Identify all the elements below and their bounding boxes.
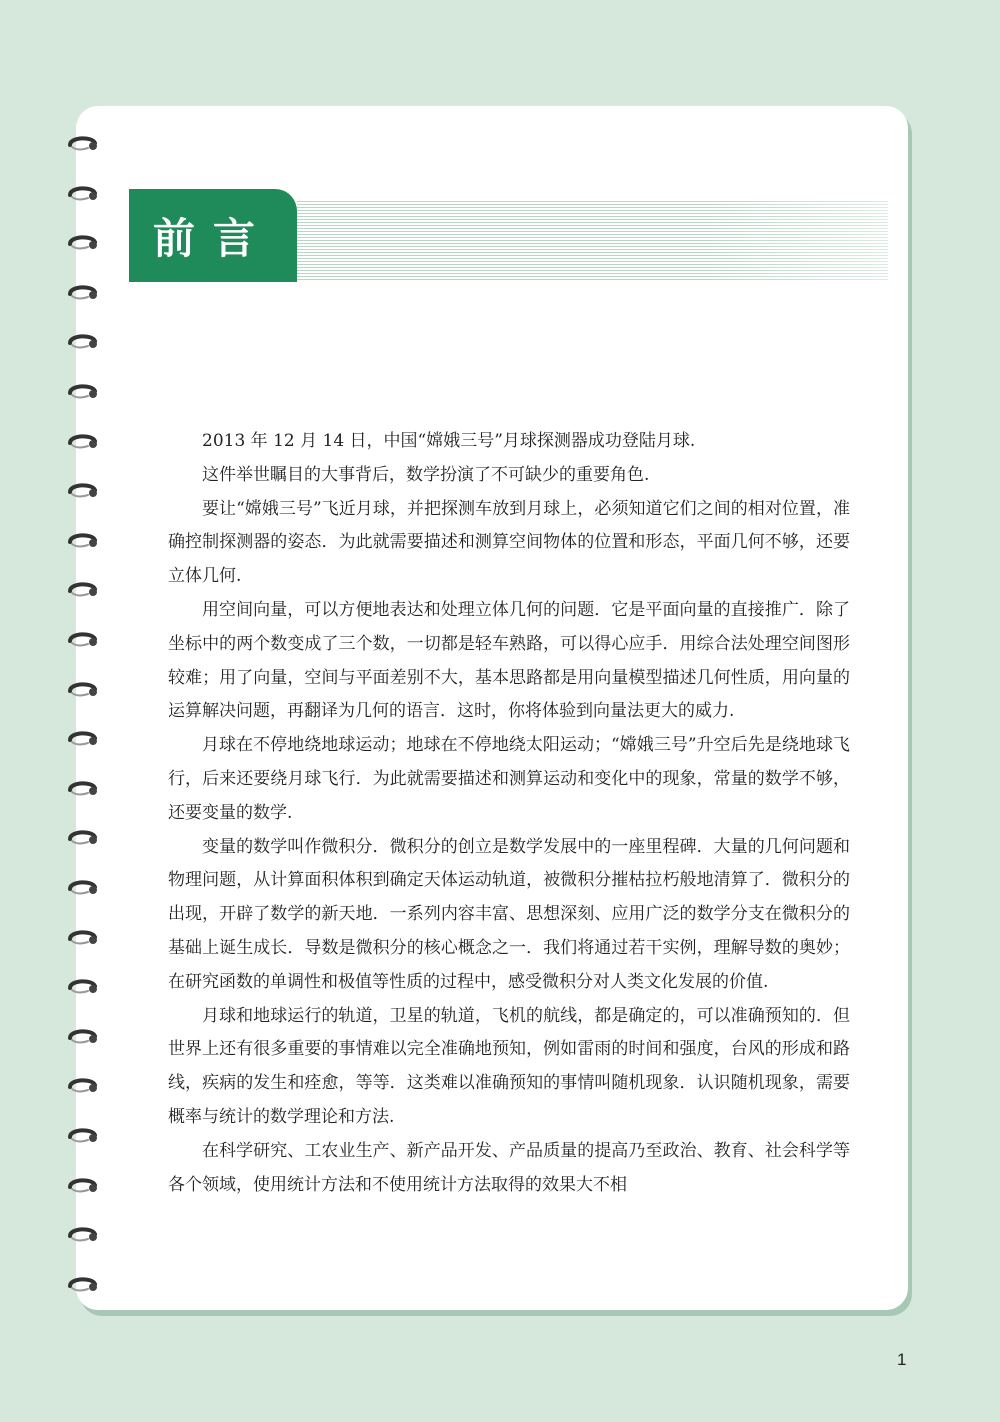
spiral-ring (62, 432, 102, 454)
spiral-ring (62, 878, 102, 900)
spiral-ring (62, 1176, 102, 1198)
spiral-ring (62, 680, 102, 702)
spiral-ring (62, 729, 102, 751)
spiral-ring (62, 1076, 102, 1098)
title-stripes-decoration (297, 201, 888, 281)
paragraph: 这件举世瞩目的大事背后，数学扮演了不可缺少的重要角色. (202, 464, 650, 485)
spiral-ring (62, 580, 102, 602)
body-text (168, 425, 850, 1202)
spiral-ring (62, 1275, 102, 1297)
paragraph: 在科学研究、工农业生产、新产品开发、产品质量的提高乃至政治、教育、社会科学等各个领域，使用统计方法和不使用统计方法取得的效果大不相 (168, 1140, 850, 1195)
spiral-ring (62, 481, 102, 503)
spiral-ring (62, 134, 102, 156)
spiral-ring (62, 630, 102, 652)
spiral-ring (62, 828, 102, 850)
spiral-ring (62, 184, 102, 206)
paragraph: 要让“嫦娥三号”飞近月球，并把探测车放到月球上，必须知道它们之间的相对位置，准确控制探测器的姿态．为此就需要描述和测算空间物体的位置和形态，平面几何不够，还要立体几何. (168, 498, 850, 587)
spiral-ring (62, 1027, 102, 1049)
spiral-ring (62, 1225, 102, 1247)
spiral-ring (62, 928, 102, 950)
paragraph: 用空间向量，可以方便地表达和处理立体几何的问题．它是平面向量的直接推广．除了坐标中的两个数变成了三个数，一切都是轻车熟路，可以得心应手．用综合法处理空间图形较难；用了向量，空间与平面差别不大，基本思路都是用向量模型描述几何性质，用向量的运算解决问题，再翻译为几何的语言．这时，你将体验到向量法更大的威力. (168, 599, 850, 722)
paragraph: 变量的数学叫作微积分．微积分的创立是数学发展中的一座里程碑．大量的几何问题和物理问题，从计算面积体积到确定天体运动轨道，被微积分摧枯拉朽般地清算了．微积分的出现，开辟了数学的新天地．一系列内容丰富、思想深刻、应用广泛的数学分支在微积分的基础上诞生成长．导数是微积分的核心概念之一．我们将通过若干实例，理解导数的奥妙；在研究函数的单调性和极值等性质的过程中，感受微积分对人类文化发展的价值. (168, 836, 850, 992)
spiral-ring (62, 779, 102, 801)
section-title: 前言 (129, 189, 297, 282)
spiral-ring (62, 283, 102, 305)
spiral-ring (62, 332, 102, 354)
spiral-ring (62, 977, 102, 999)
spiral-ring (62, 233, 102, 255)
page-number: 1 (897, 1350, 907, 1369)
paragraph: 月球和地球运行的轨道，卫星的轨道，飞机的航线，都是确定的，可以准确预知的．但世界上还有很多重要的事情难以完全准确地预知，例如雷雨的时间和强度，台风的形成和路线，疾病的发生和痊愈，等等．这类难以准确预知的事情叫随机现象．认识随机现象，需要概率与统计的数学理论和方法. (168, 1005, 850, 1127)
spiral-ring (62, 1126, 102, 1148)
spiral-ring (62, 531, 102, 553)
paragraph: 2013 年 12 月 14 日，中国“嫦娥三号”月球探测器成功登陆月球. (202, 431, 696, 451)
paragraph: 月球在不停地绕地球运动；地球在不停地绕太阳运动；“嫦娥三号”升空后先是绕地球飞行，后来还要绕月球飞行．为此就需要描述和测算运动和变化中的现象，常量的数学不够，还要变量的数学. (168, 735, 850, 823)
spiral-ring (62, 382, 102, 404)
